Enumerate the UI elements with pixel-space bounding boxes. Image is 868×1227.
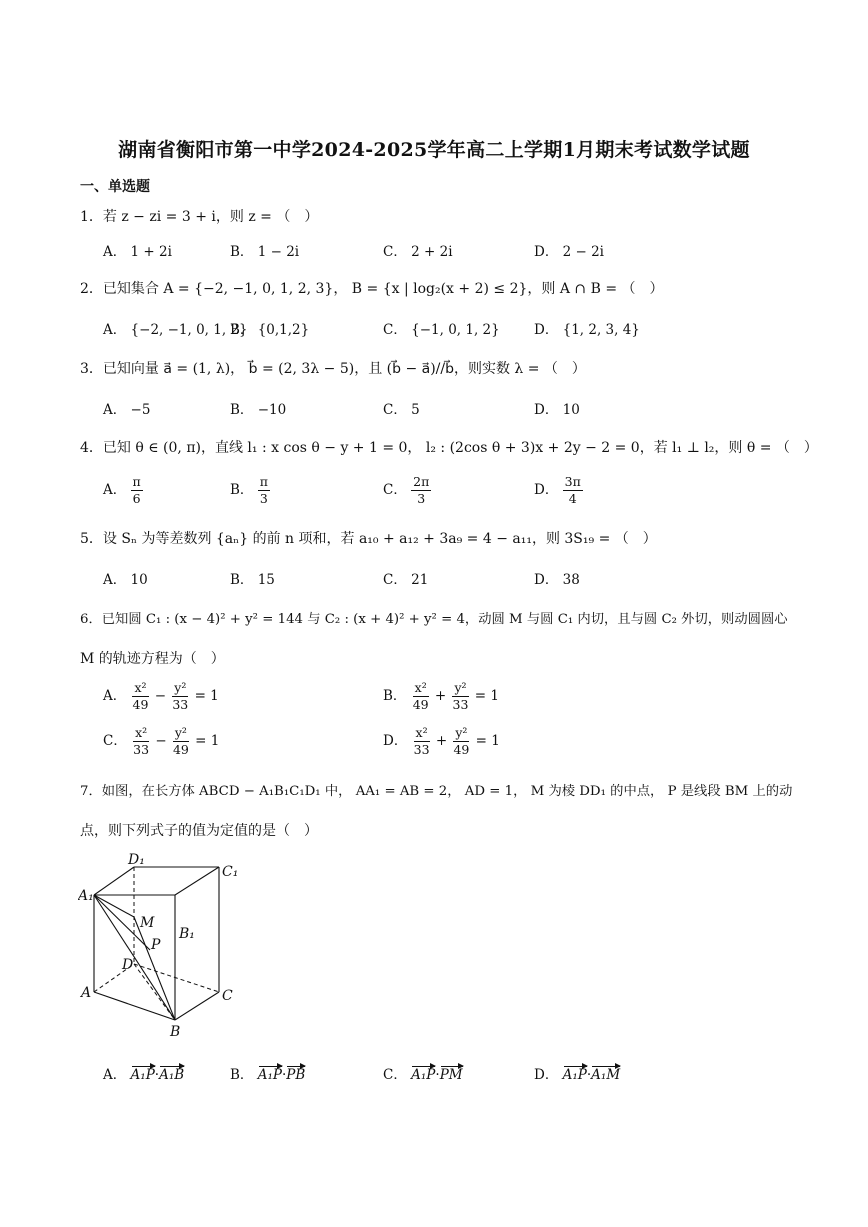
q1-option-a[interactable]: A． 1 + 2i — [103, 244, 172, 260]
q3-option-c[interactable]: C． 5 — [383, 402, 420, 418]
q2-option-c[interactable]: C． {−1, 0, 1, 2} — [383, 322, 500, 338]
fraction-denominator: 33 — [452, 697, 469, 712]
equation-rhs: = 1 — [194, 688, 219, 704]
fraction-numerator: 2π — [413, 474, 430, 489]
label-p: P — [151, 937, 161, 953]
q4-option-d[interactable] — [534, 474, 583, 507]
vector: A₁P — [563, 1064, 587, 1083]
q6-option-d-label: D． — [383, 733, 408, 749]
fraction-numerator: π — [132, 474, 141, 489]
q1-option-d[interactable]: D． 2 − 2i — [534, 244, 605, 260]
operator: + — [435, 733, 448, 749]
fraction-numerator: x² — [135, 725, 148, 740]
fraction-numerator: x² — [415, 725, 428, 740]
question-6-stem-line-1: 6．已知圆 C₁ : (x − 4)² + y² = 144 与 C₂ : (x + 4)² + y² = 4，动圆 M 与圆 C₁ 内切，且与圆 C₂ 外切，则动圆圆心 — [80, 612, 788, 627]
fraction-numerator: y² — [455, 725, 468, 740]
q7-option-b-label: B． — [230, 1067, 254, 1083]
operator: − — [155, 733, 167, 749]
q4-option-c-label: C． — [383, 482, 407, 498]
vector: PM — [440, 1064, 463, 1083]
dot-operator: · — [586, 1067, 592, 1083]
fraction-numerator: y² — [174, 725, 187, 740]
q4-option-b-label: B． — [230, 482, 254, 498]
fraction — [131, 680, 151, 713]
fraction-denominator: 49 — [172, 742, 189, 757]
segment-a1-m — [94, 895, 134, 917]
fraction-numerator: x² — [134, 680, 147, 695]
edge-d-c-hidden — [134, 964, 219, 992]
q6-option-a-label: A． — [103, 688, 127, 704]
edge-c1-b1 — [175, 867, 219, 895]
fraction-denominator: 33 — [413, 742, 430, 757]
fraction — [451, 725, 471, 758]
fraction-denominator: 33 — [133, 742, 150, 757]
label-a: A — [81, 985, 92, 1001]
q6-option-b-label: B． — [383, 688, 407, 704]
q4-option-c-fraction — [411, 474, 431, 507]
fraction-denominator: 6 — [132, 491, 141, 506]
segment-a1-b — [94, 895, 175, 1020]
fraction — [171, 725, 191, 758]
edge-a-b — [94, 992, 175, 1020]
q6-option-c[interactable] — [103, 725, 219, 758]
section-heading: 一、单选题 — [80, 179, 150, 195]
q7-option-c-label: C． — [383, 1067, 407, 1083]
fraction-numerator: y² — [454, 680, 467, 695]
question-6-stem-line-2: M 的轨迹方程为（ ） — [80, 651, 225, 667]
segment-m-b — [134, 917, 175, 1020]
q4-option-b-fraction — [258, 474, 270, 507]
fraction — [411, 680, 431, 713]
q2-option-a[interactable]: A． {−2, −1, 0, 1, 2} — [103, 322, 248, 338]
fraction-numerator: π — [259, 474, 268, 489]
fraction-denominator: 49 — [132, 697, 149, 712]
q4-option-d-label: D． — [534, 482, 559, 498]
segment-d-b-hidden — [134, 964, 175, 1020]
q4-option-a-label: A． — [103, 482, 127, 498]
vector: A₁M — [591, 1064, 620, 1083]
q5-option-a[interactable]: A． 10 — [103, 572, 148, 588]
label-m: M — [140, 915, 155, 931]
q3-option-b[interactable]: B． −10 — [230, 402, 287, 418]
fraction-denominator: 49 — [453, 742, 470, 757]
q4-option-c[interactable] — [383, 474, 431, 507]
cuboid-figure — [78, 852, 248, 1042]
question-7-stem-line-1: 7．如图，在长方体 ABCD − A₁B₁C₁D₁ 中， AA₁ = AB = 2， AD = 1， M 为棱 DD₁ 的中点， P 是线段 BM 上的动 — [80, 784, 793, 799]
fraction — [170, 680, 190, 713]
vector: A₁B — [159, 1064, 184, 1083]
vector: A₁P — [411, 1064, 435, 1083]
q4-option-b[interactable] — [230, 474, 270, 507]
label-c: C — [222, 988, 233, 1004]
q6-option-c-label: C． — [103, 733, 127, 749]
q7-option-a[interactable] — [103, 1063, 184, 1083]
fraction — [131, 725, 151, 758]
vector: A₁P — [258, 1064, 282, 1083]
q6-option-b[interactable] — [383, 680, 499, 713]
q3-option-d[interactable]: D． 10 — [534, 402, 580, 418]
q7-option-d[interactable] — [534, 1063, 620, 1083]
question-2-stem: 2．已知集合 A = {−2, −1, 0, 1, 2, 3}， B = {x | log₂(x + 2) ≤ 2}，则 A ∩ B = （ ） — [80, 281, 664, 297]
question-1-stem: 1．若 z − zi = 3 + i，则 z = （ ） — [80, 209, 319, 225]
fraction-denominator: 33 — [172, 697, 189, 712]
operator: + — [434, 688, 447, 704]
q7-option-b[interactable] — [230, 1063, 305, 1083]
q5-option-d[interactable]: D． 38 — [534, 572, 580, 588]
q7-option-a-label: A． — [103, 1067, 127, 1083]
q5-option-c[interactable]: C． 21 — [383, 572, 429, 588]
q5-option-b[interactable]: B． 15 — [230, 572, 275, 588]
label-b1: B₁ — [179, 926, 195, 942]
q7-option-d-label: D． — [534, 1067, 559, 1083]
q1-option-c[interactable]: C． 2 + 2i — [383, 244, 453, 260]
label-d: D — [122, 957, 134, 973]
q6-option-d[interactable] — [383, 725, 500, 758]
q4-option-a[interactable] — [103, 474, 143, 507]
q4-option-d-fraction — [563, 474, 583, 507]
dot-operator: · — [435, 1067, 440, 1083]
q7-option-c[interactable] — [383, 1063, 463, 1083]
fraction-numerator: x² — [414, 680, 427, 695]
vector: PB — [286, 1064, 305, 1083]
fraction-denominator: 49 — [412, 697, 429, 712]
edge-a1-d1 — [94, 867, 134, 895]
question-7-stem-line-2: 点，则下列式子的值为定值的是（ ） — [80, 823, 318, 839]
fraction-denominator: 3 — [417, 491, 426, 506]
page-title: 湖南省衡阳市第一中学2024-2025学年高二上学期1月期末考试数学试题 — [118, 139, 750, 161]
equation-rhs: = 1 — [474, 688, 499, 704]
fraction — [451, 680, 471, 713]
label-b: B — [170, 1024, 181, 1040]
dot-operator: · — [154, 1067, 160, 1083]
equation-rhs: = 1 — [475, 733, 500, 749]
question-3-stem: 3．已知向量 a⃗ = (1, λ)， b⃗ = (2, 3λ − 5)，且 (b⃗ − a⃗)//b⃗，则实数 λ = （ ） — [80, 361, 586, 377]
fraction-denominator: 4 — [568, 491, 577, 506]
edge-b-c — [175, 992, 219, 1020]
question-4-stem: 4．已知 θ ∈ (0, π)，直线 l₁ : x cos θ − y + 1 = 0， l₂ : (2cos θ + 3)x + 2y − 2 = 0，若 l₁ ⊥ l₂，则 θ = （ ） — [80, 440, 818, 456]
q3-option-a[interactable]: A． −5 — [103, 402, 151, 418]
fraction — [412, 725, 432, 758]
fraction-denominator: 3 — [259, 491, 268, 506]
q1-option-b[interactable]: B． 1 − 2i — [230, 244, 300, 260]
question-5-stem: 5．设 Sₙ 为等差数列 {aₙ} 的前 n 项和，若 a₁₀ + a₁₂ + 3a₉ = 4 − a₁₁，则 3S₁₉ = （ ） — [80, 531, 657, 547]
q2-option-b[interactable]: B． {0,1,2} — [230, 322, 310, 338]
label-c1: C₁ — [222, 864, 239, 880]
q2-option-d[interactable]: D． {1, 2, 3, 4} — [534, 322, 640, 338]
fraction-numerator: 3π — [564, 474, 581, 489]
label-d1: D₁ — [128, 852, 145, 868]
dot-operator: · — [281, 1067, 287, 1083]
q4-option-a-fraction — [131, 474, 143, 507]
equation-rhs: = 1 — [195, 733, 220, 749]
vector: A₁P — [131, 1064, 155, 1083]
fraction-numerator: y² — [174, 680, 187, 695]
label-a1: A₁ — [78, 888, 94, 904]
q6-option-a[interactable] — [103, 680, 219, 713]
operator: − — [154, 688, 167, 704]
